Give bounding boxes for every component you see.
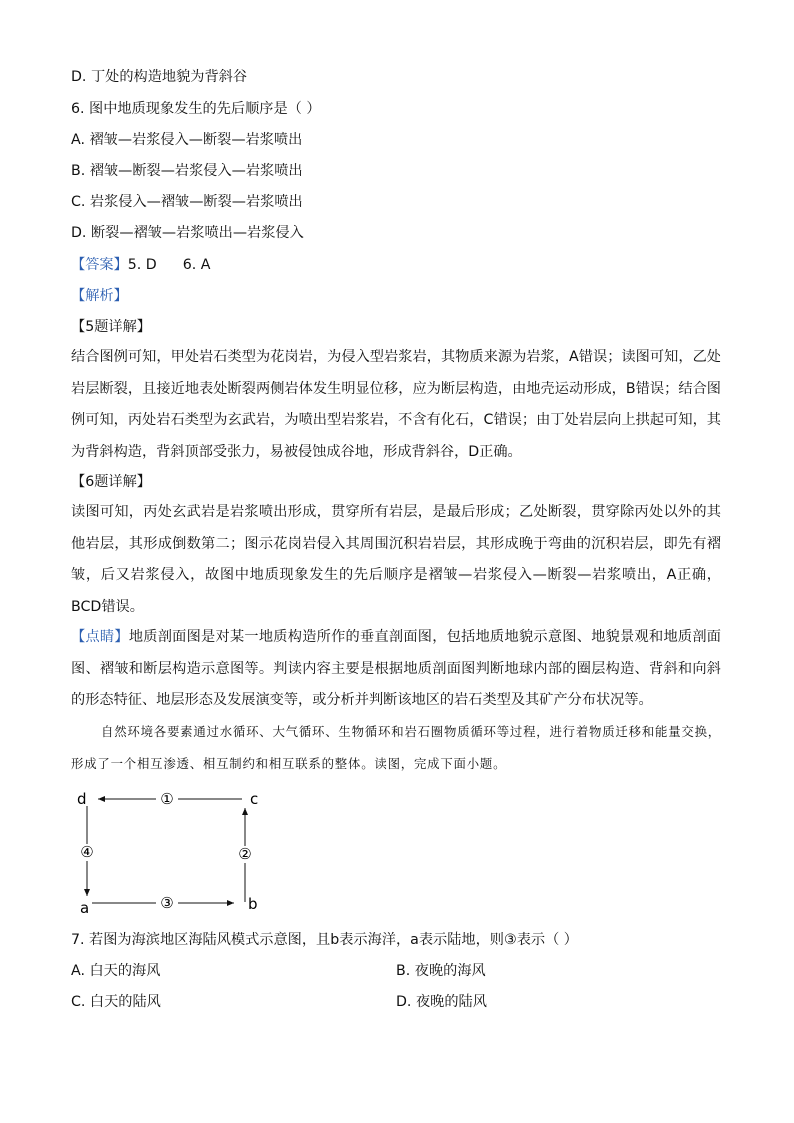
detail5-title: 【5题详解】 xyxy=(71,319,151,335)
detail6-title: 【6题详解】 xyxy=(71,474,151,490)
q6-option-b: B. 褶皱—断裂—岩浆侵入—岩浆喷出 xyxy=(71,163,303,179)
q5-option-d: D. 丁处的构造地貌为背斜谷 xyxy=(71,69,248,85)
material-text: 自然环境各要素通过水循环、大气循环、生物循环和岩石圈物质循环等过程，进行着物质迁移和能量交换，形成了一个相互渗透、相互制约和相互联系的整体。读图，完成下面小题。 xyxy=(71,724,721,771)
q6-option-a: A. 褶皱—岩浆侵入—断裂—岩浆喷出 xyxy=(71,132,303,148)
detail5-body: 结合图例可知，甲处岩石类型为花岗岩，为侵入型岩浆岩，其物质来源为岩浆，A错误；读图可知，乙处岩层断裂，且接近地表处断裂两侧岩体发生明显位移，应为断层构造，由地壳运动形成，B错误；结合图例可知，丙处岩石类型为玄武岩，为喷出型岩浆岩，不含有化石，C错误；由丁处岩层向上拱起可知，其为背斜构造，背斜顶部受张力，易被侵蚀成谷地，形成背斜谷，D正确。 xyxy=(71,349,721,460)
q7-option-a: A. 白天的海风 xyxy=(71,963,161,979)
analysis-label: 【解析】 xyxy=(71,288,128,304)
q7-option-c: C. 白天的陆风 xyxy=(71,994,161,1010)
label-b: b xyxy=(248,895,258,913)
detail6-body: 读图可知，丙处玄武岩是岩浆喷出形成，贯穿所有岩层，是最后形成；乙处断裂，贯穿除丙处以外的其他岩层，其形成倒数第二；图示花岗岩侵入其周围沉积岩岩层，其形成晚于弯曲的沉积岩层，即先有褶皱，后又岩浆侵入，故图中地质现象发生的先后顺序是褶皱—岩浆侵入—断裂—岩浆喷出，A正确，BCD错误。 xyxy=(71,504,721,615)
tip-label: 【点睛】 xyxy=(71,629,129,645)
q7-option-b: B. 夜晚的海风 xyxy=(396,963,486,979)
arrow-label-2: ② xyxy=(238,845,252,863)
answer-q5: 5. D xyxy=(127,257,157,273)
q7-option-d: D. 夜晚的陆风 xyxy=(396,994,487,1010)
q7-stem: 7. 若图为海滨地区海陆风模式示意图，且b表示海洋，a表示陆地，则③表示（ ） xyxy=(71,932,578,948)
arrow-label-3: ③ xyxy=(160,894,174,912)
tip-paragraph xyxy=(71,622,721,717)
label-a: a xyxy=(80,899,90,916)
tip-body: 地质剖面图是对某一地质构造所作的垂直剖面图，包括地质地貌示意图、地貌景观和地质剖面图、褶皱和断层构造示意图等。判读内容主要是根据地质剖面图判断地球内部的圈层构造、背斜和向斜的形态特征、地层形态及发展演变等，或分析并判断该地区的岩石类型及其矿产分布状况等。 xyxy=(71,629,721,708)
q6-option-c: C. 岩浆侵入—褶皱—断裂—岩浆喷出 xyxy=(71,194,303,210)
label-d: d xyxy=(77,790,87,808)
answer-q6: 6. A xyxy=(182,257,211,273)
answer-label: 【答案】 xyxy=(71,257,128,273)
circulation-diagram xyxy=(70,786,270,916)
q6-stem: 6. 图中地质现象发生的先后顺序是（ ） xyxy=(71,101,321,117)
arrow-label-1: ① xyxy=(160,790,174,808)
label-c: c xyxy=(250,790,259,808)
q6-option-d: D. 断裂—褶皱—岩浆喷出—岩浆侵入 xyxy=(71,225,304,241)
arrow-label-4: ④ xyxy=(80,843,94,861)
answer-row xyxy=(71,255,211,275)
